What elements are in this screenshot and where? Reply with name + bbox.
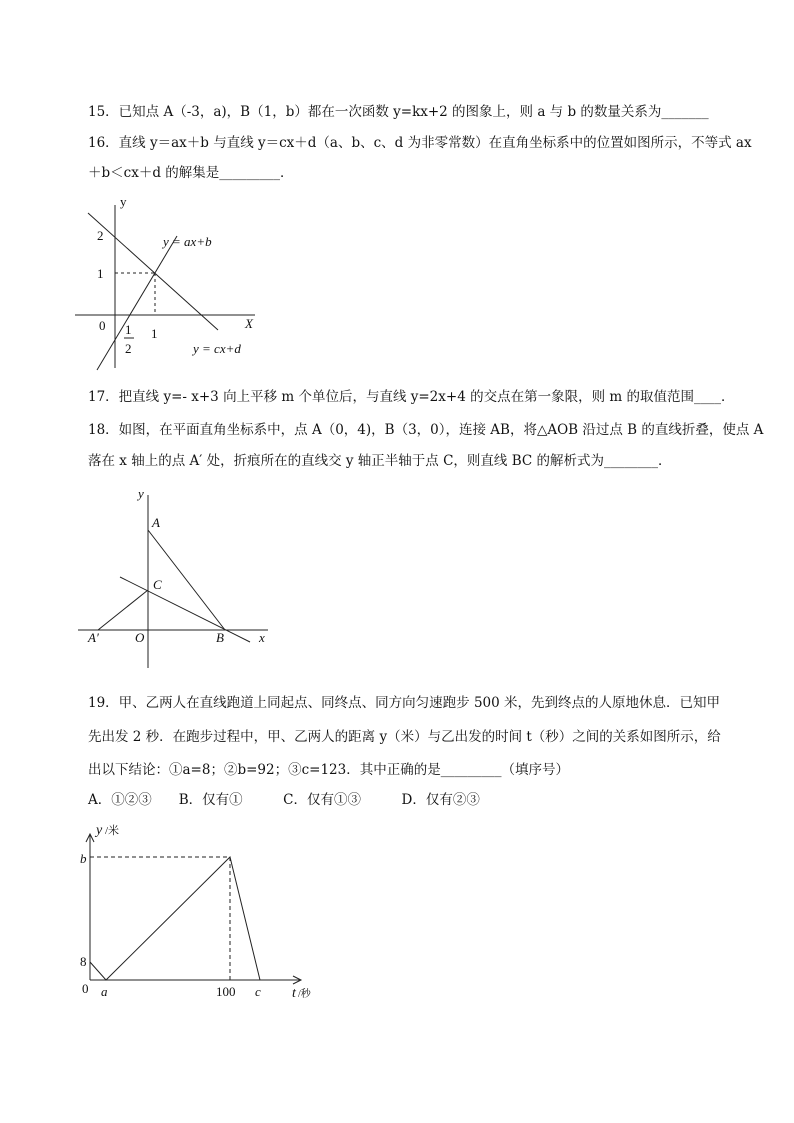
question-19-line-3: 出以下结论：①a=8；②b=92；③c=123．其中正确的是_________（填序号） — [88, 762, 569, 778]
fig18-point-B: B — [216, 630, 224, 645]
question-18-line-1: 18．如图，在平面直角坐标系中，点 A（0，4)，B（3，0），连接 AB，将△AOB 沿过点 B 的直线折叠，使点 A — [88, 422, 764, 438]
fig19-x-label: t — [292, 986, 296, 1001]
fig19-tick-b: b — [80, 851, 87, 866]
fig18-segment-A-prime-C — [98, 590, 148, 630]
fig19-y-label: y — [96, 823, 103, 838]
fig19-tick-c: c — [255, 984, 261, 999]
figure-19-graph — [74, 815, 324, 1005]
fig16-label-line-1: y = ax+b — [163, 234, 212, 249]
fig18-point-A: A — [152, 515, 160, 530]
fig19-y-unit: /米 — [105, 825, 120, 837]
question-16-line-1: 16．直线 y＝ax＋b 与直线 y＝cx＋d（a、b、c、d 为非零常数）在直角坐标系中的位置如图所示，不等式 ax — [88, 135, 752, 151]
question-16-line-2: ＋b＜cx＋d 的解集是_________． — [88, 165, 294, 181]
fig19-distance-polyline — [90, 857, 260, 980]
fig16-origin: 0 — [99, 318, 106, 333]
fig16-x-label: X — [245, 316, 253, 331]
fig19-tick-a: a — [101, 984, 108, 999]
fig16-tick-y-1: 1 — [97, 266, 104, 281]
fig16-y-label: y — [120, 194, 127, 209]
figure-16-graph — [60, 190, 280, 370]
fig19-x-unit: /秒 — [298, 989, 311, 1000]
question-15: 15．已知点 A（-3，a)，B（1，b）都在一次函数 y=kx+2 的图象上，则 a 与 b 的数量关系为_______ — [88, 104, 709, 120]
fig16-label-line-2: y = cx+d — [193, 341, 241, 356]
question-18-line-2: 落在 x 轴上的点 A′ 处，折痕所在的直线交 y 轴正半轴于点 C，则直线 BC 的解析式为________． — [88, 453, 672, 469]
question-19-line-2: 先出发 2 秒．在跑步过程中，甲、乙两人的距离 y（米）与乙出发的时间 t（秒）之间的关系如图所示，给 — [88, 729, 721, 745]
fig16-line-ax-plus-b — [97, 236, 177, 370]
fig16-half-numerator: 1 — [125, 322, 132, 337]
fig18-x-label: x — [259, 630, 265, 645]
fig16-half-denominator: 2 — [125, 341, 132, 356]
fig19-origin: 0 — [82, 981, 89, 996]
question-19-options: A．①②③ B．仅有① C．仅有①③ D．仅有②③ — [88, 792, 480, 808]
fig18-point-A-prime: A′ — [88, 630, 99, 645]
question-19-line-1: 19．甲、乙两人在直线跑道上同起点、同终点、同方向匀速跑步 500 米，先到终点的人原地休息．已知甲 — [88, 695, 721, 711]
fig19-tick-8: 8 — [80, 954, 87, 969]
fig18-point-O: O — [135, 630, 145, 645]
fig18-point-C: C — [153, 577, 162, 592]
fig16-tick-x-1: 1 — [151, 326, 158, 341]
figure-18-graph — [70, 480, 280, 675]
fig16-line-cx-plus-d — [88, 213, 218, 330]
fig16-tick-y-2: 2 — [97, 228, 104, 243]
question-17: 17．把直线 y=- x+3 向上平移 m 个单位后，与直线 y=2x+4 的交点在第一象限，则 m 的取值范围____． — [88, 389, 735, 405]
fig18-y-label: y — [138, 486, 144, 501]
fig19-tick-100: 100 — [216, 984, 236, 999]
